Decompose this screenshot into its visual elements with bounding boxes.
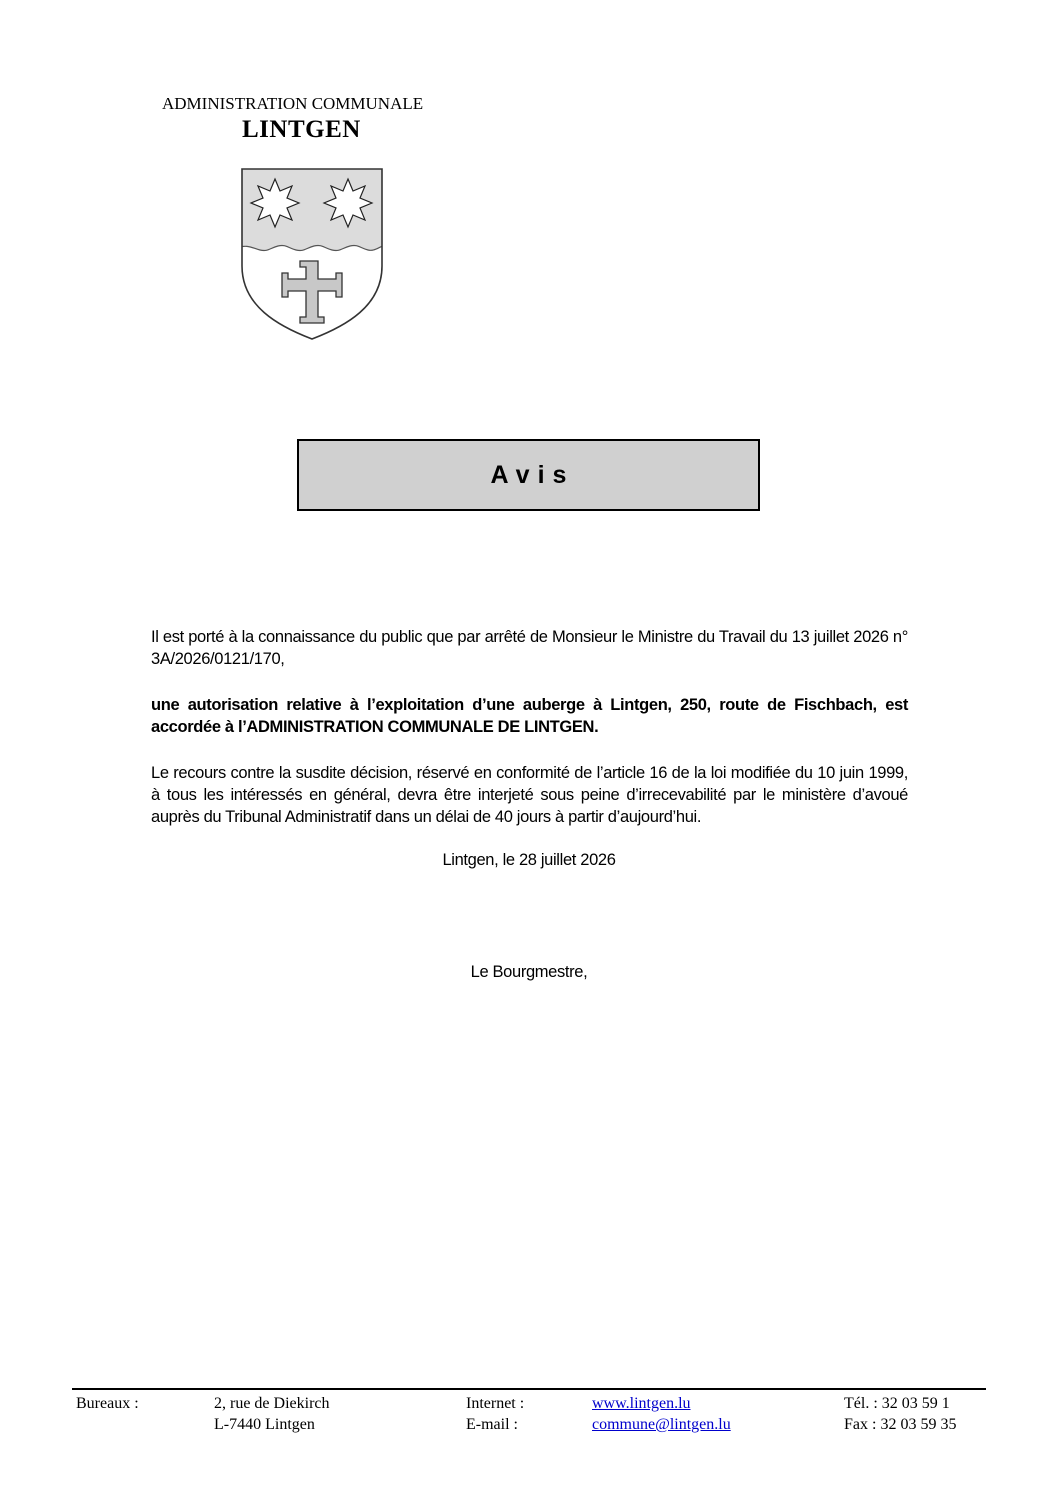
fax: Fax : 32 03 59 35 — [844, 1416, 957, 1433]
footer-divider — [72, 1388, 986, 1390]
address-line-2: L-7440 Lintgen — [214, 1416, 315, 1433]
paragraph-intro: Il est porté à la connaissance du public que par arrêté de Monsieur le Ministre du Travail du 13 juillet 2026 n° 3A/2026/0121/170, — [151, 628, 908, 668]
email-label: E-mail : — [466, 1416, 518, 1433]
administration-heading: ADMINISTRATION COMMUNALE — [162, 94, 424, 113]
internet-label: Internet : — [466, 1395, 525, 1412]
signature-line: Le Bourgmestre, — [470, 963, 588, 981]
address-line-1: 2, rue de Diekirch — [214, 1395, 330, 1412]
coat-of-arms-icon — [236, 166, 388, 342]
telephone: Tél. : 32 03 59 1 — [844, 1395, 950, 1412]
email-link[interactable]: commune@lintgen.lu — [592, 1416, 731, 1433]
page-title: Avis — [490, 460, 575, 489]
date-line: Lintgen, le 28 juillet 2026 — [442, 851, 616, 869]
paragraph-appeal: Le recours contre la susdite décision, réservé en conformité de l’article 16 de la loi modifiée du 10 juin 1999, à tous les intéressés en général, devra être interjeté sous peine d’irrecevabilité par le ministère d’avoué auprès du Tribunal Administratif dans un délai de 40 jours à partir d’aujourd’hui. — [151, 764, 908, 826]
bureaux-label: Bureaux : — [76, 1395, 139, 1412]
title-box — [297, 439, 760, 511]
town-name: LINTGEN — [242, 116, 361, 143]
website-link[interactable]: www.lintgen.lu — [592, 1395, 691, 1412]
paragraph-authorization: une autorisation relative à l’exploitation d’une auberge à Lintgen, 250, route de Fischbach, est accordée à l’ADMINISTRATION COMMUNALE DE LINTGEN. — [151, 696, 908, 736]
